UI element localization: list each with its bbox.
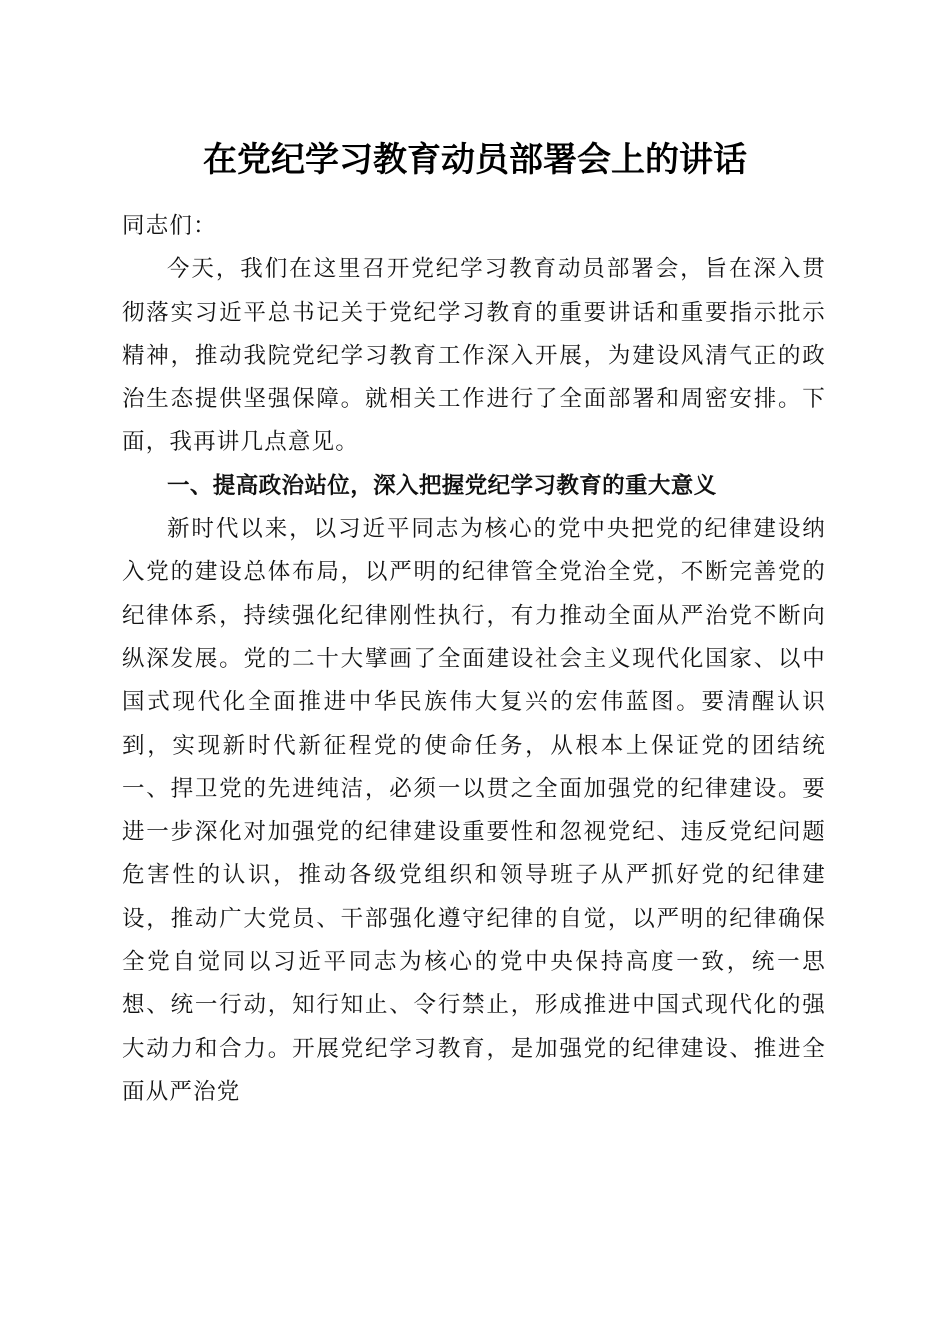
document-title: 在党纪学习教育动员部署会上的讲话 [203,140,747,180]
section-paragraph: 新时代以来，以习近平同志为核心的党中央把党的纪律建设纳入党的建设总体布局，以严明的纪律管全党治全党，不断完善党的纪律体系，持续强化纪律刚性执行，有力推动全面从严治党不断向纵深发展。党的二十大擘画了全面建设社会主义现代化国家、以中国式现代化全面推进中华民族伟大复兴的宏伟蓝图。要清醒认识到，实现新时代新征程党的使命任务，从根本上保证党的团结统一、捍卫党的先进纯洁，必须一以贯之全面加强党的纪律建设。要进一步深化对加强党的纪律建设重要性和忽视党纪、违反党纪问题危害性的认识，推动各级党组织和领导班子从严抓好党的纪律建设，推动广大党员、干部强化遵守纪律的自觉，以严明的纪律确保全党自觉同以习近平同志为核心的党中央保持高度一致，统一思想、统一行动，知行知止、令行禁止，形成推进中国式现代化的强大动力和合力。开展党纪学习教育，是加强党的纪律建设、推进全面从严治党 [122,516,826,1105]
salutation: 同志们： [122,213,217,239]
document-body [122,205,826,1114]
section-heading: 一、提高政治站位，深入把握党纪学习教育的重大意义 [167,472,717,499]
intro-paragraph: 今天，我们在这里召开党纪学习教育动员部署会，旨在深入贯彻落实习近平总书记关于党纪学习教育的重要讲话和重要指示批示精神，推动我院党纪学习教育工作深入开展，为建设风清气正的政治生态提供坚强保障。就相关工作进行了全面部署和周密安排。下面，我再讲几点意见。 [122,256,826,456]
